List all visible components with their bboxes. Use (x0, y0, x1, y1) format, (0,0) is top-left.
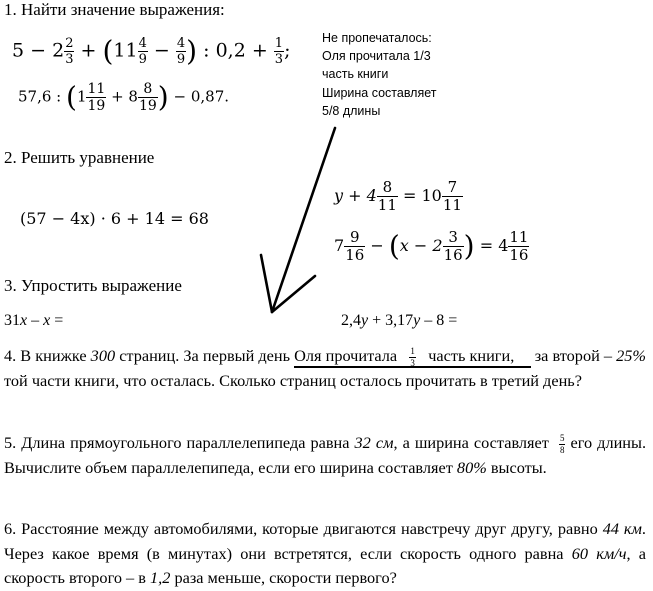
problem-5: 5. Длина прямоугольного параллелепипеда равна 32 см, а ширина составляет $\frac{5}{8}$ его длины. Вычислите объем параллелепипеда, если его ширина составляет 80% высоты. (4, 432, 647, 477)
problem-6: 6. Расстояние между автомобилями, которые двигаются навстречу друг другу, равно 44 км. Через какое время (в минутах) они встретятся, если скорость одного равна 60 км/ч, а скорость второго – в 1,2 раза меньше, скорости первого? (4, 519, 647, 587)
note-line: Ширина составляет (322, 85, 437, 100)
section1-heading: 1. Найти значение выражения: (4, 0, 225, 19)
simplify-expression-2: 2,4y + 3,17y – 8 = (341, 312, 458, 329)
note-line: часть книги (322, 67, 389, 82)
expression-1: 5 − 2 $\frac{2}{3}$ + (11 $\frac{4}{9}$ − $\frac{4}{9}$ ) : 0,2 + $\frac{1}{3}$ ; (12, 34, 291, 68)
equation-3: 7 $\frac{9}{16}$ − (x − 2 $\frac{3}{16}$ ) = 4 $\frac{11}{16}$ (334, 228, 529, 264)
section2-heading: 2. Решить уравнение (4, 148, 155, 167)
problem-4: 4. В книжке 300 страниц. За первый день Оля прочитала $\frac{1}{3}$ часть книги, за второй – 25% той части книги, что осталась. Сколько страниц осталось прочитать в третий день? (4, 345, 646, 390)
section3-heading: 3. Упростить выражение (4, 276, 182, 295)
arrow-icon (255, 120, 345, 325)
note-line: Оля прочитала 1/3 (322, 49, 431, 64)
note-line: Не пропечаталось: (322, 31, 432, 45)
handwritten-note (322, 29, 437, 120)
note-line: 5/8 длины (322, 103, 381, 118)
expression-2: 57,6 : (1 $\frac{11}{19}$ + 8 $\frac{8}{19}$ ) − 0,87. (18, 80, 230, 114)
simplify-expression-1: 31x – x = (4, 312, 64, 329)
equation-1: (57 − 4x) · 6 + 14 = 68 (20, 209, 209, 228)
equation-2: y + 4 $\frac{8}{11}$ = 10 $\frac{7}{11}$ (334, 178, 462, 214)
